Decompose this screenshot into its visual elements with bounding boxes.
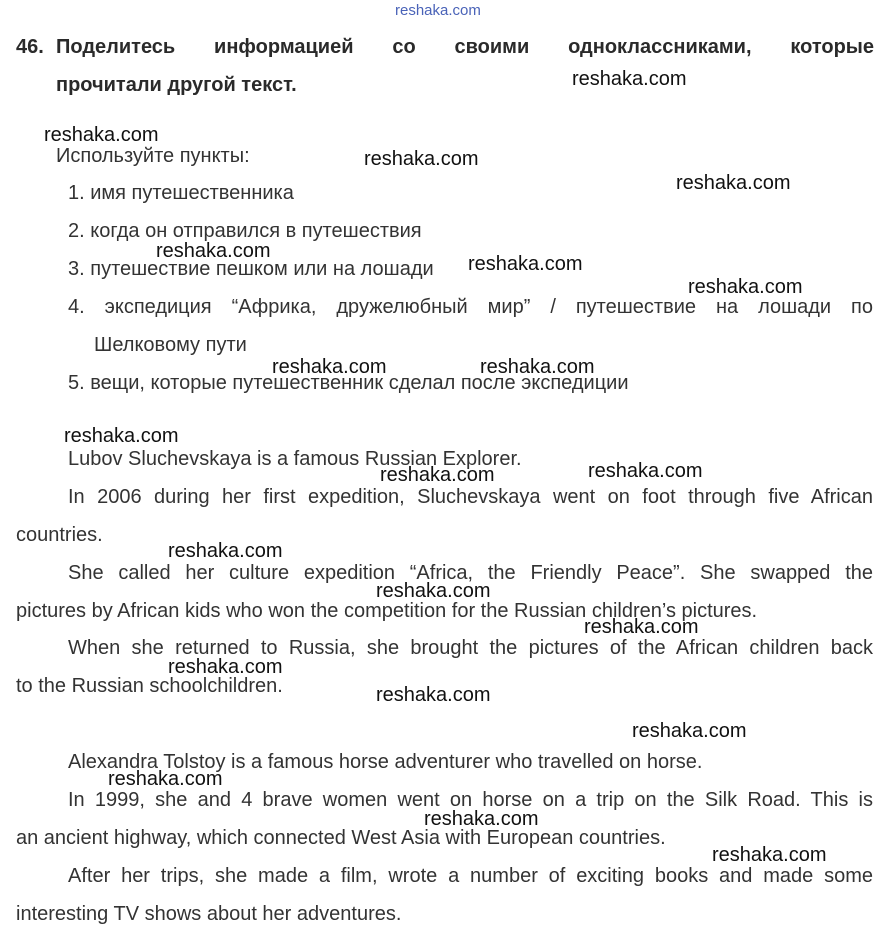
point-item: 4. экспедиция “Африка, дружелюбный мир” / путешествие на лошади по: [68, 296, 873, 318]
point-item: 2. когда он отправился в путешествия: [68, 220, 422, 242]
watermark: reshaka.com: [424, 808, 539, 830]
task-title-line1: Поделитесь информацией со своими одноклассниками, которые: [56, 36, 874, 58]
paragraph-line: pictures by African kids who won the competition for the Russian children’s pictures.: [16, 600, 758, 622]
watermark: reshaka.com: [688, 276, 803, 298]
watermark: reshaka.com: [712, 844, 827, 866]
paragraph-line: interesting TV shows about her adventures.: [16, 903, 402, 925]
paragraph-line: countries.: [16, 524, 103, 546]
paragraph-line: When she returned to Russia, she brought the pictures of the African children back: [68, 637, 873, 659]
point-item: 5. вещи, которые путешественник сделал после экспедиции: [68, 372, 629, 394]
watermark: reshaka.com: [44, 124, 159, 146]
paragraph-line: In 1999, she and 4 brave women went on horse on a trip on the Silk Road. This is: [68, 789, 873, 811]
watermark: reshaka.com: [376, 684, 491, 706]
watermark: reshaka.com: [676, 172, 791, 194]
point-item: 3. путешествие пешком или на лошади: [68, 258, 434, 280]
watermark: reshaka.com: [632, 720, 747, 742]
watermark: reshaka.com: [108, 768, 223, 790]
point-item: 1. имя путешественника: [68, 182, 294, 204]
task-title-line2: прочитали другой текст.: [56, 74, 297, 96]
watermark: reshaka.com: [468, 253, 583, 275]
watermark-top[interactable]: reshaka.com: [395, 2, 481, 19]
watermark: reshaka.com: [480, 356, 595, 378]
watermark: reshaka.com: [376, 580, 491, 602]
task-number: 46.: [16, 36, 44, 58]
watermark: reshaka.com: [588, 460, 703, 482]
watermark: reshaka.com: [584, 616, 699, 638]
paragraph-line: to the Russian schoolchildren.: [16, 675, 283, 697]
watermark: reshaka.com: [380, 464, 495, 486]
watermark: reshaka.com: [572, 68, 687, 90]
watermark: reshaka.com: [364, 148, 479, 170]
paragraph-line: In 2006 during her first expedition, Sluchevskaya went on foot through five African: [68, 486, 873, 508]
watermark: reshaka.com: [64, 425, 179, 447]
paragraph-line: She called her culture expedition “Africa, the Friendly Peace”. She swapped the: [68, 562, 873, 584]
paragraph-line: Lubov Sluchevskaya is a famous Russian Explorer.: [68, 448, 522, 470]
paragraph-line: After her trips, she made a film, wrote a number of exciting books and made some: [68, 865, 873, 887]
instruction-text: Используйте пункты:: [56, 145, 250, 167]
watermark: reshaka.com: [272, 356, 387, 378]
paragraph-line: Alexandra Tolstoy is a famous horse adventurer who travelled on horse.: [68, 751, 703, 773]
watermark: reshaka.com: [168, 540, 283, 562]
point-item-continuation: Шелковому пути: [94, 334, 247, 356]
watermark: reshaka.com: [156, 240, 271, 262]
watermark: reshaka.com: [168, 656, 283, 678]
paragraph-line: an ancient highway, which connected West Asia with European countries.: [16, 827, 666, 849]
